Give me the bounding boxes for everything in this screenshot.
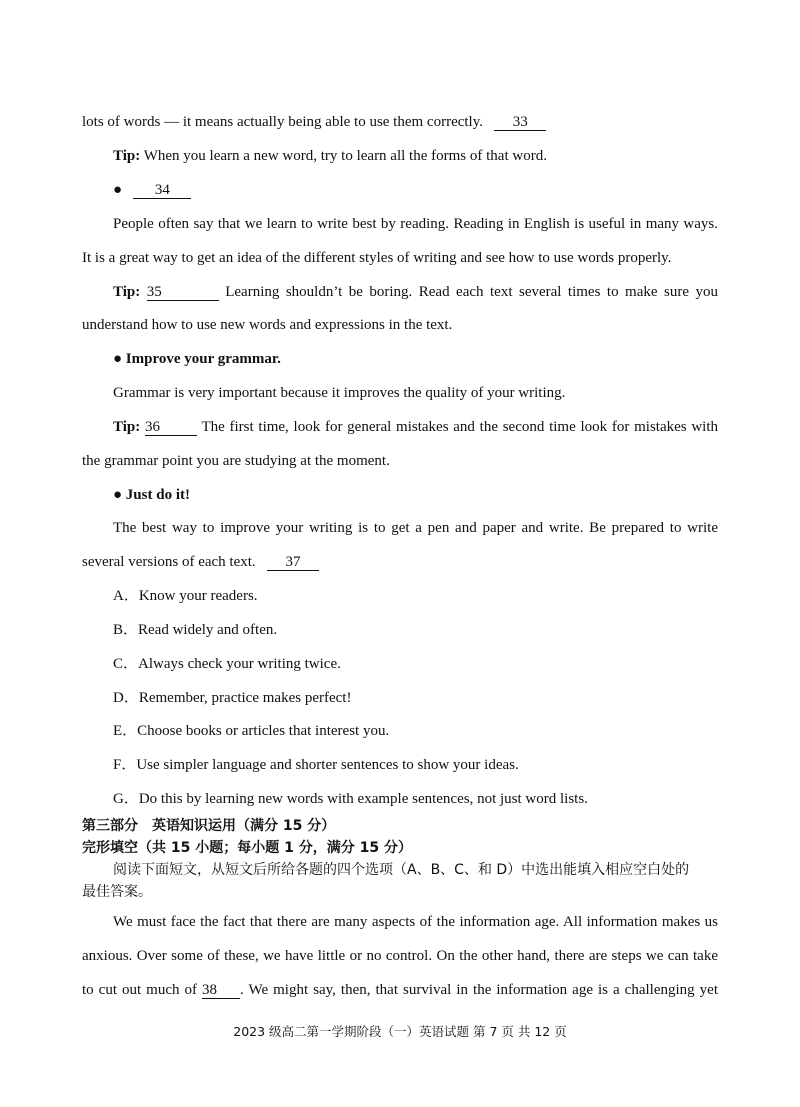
option-b: B．Read widely and often. [113,622,278,638]
option-f: F．Use simpler language and shorter sentences to show your ideas. [113,757,519,773]
option-d: D．Remember, practice makes perfect! [113,690,352,706]
bullet-blank-line [113,180,718,200]
blank-33[interactable]: 33 [494,114,546,131]
instruction-line: 最佳答案。 [82,884,152,900]
section-heading: ● Just do it! [113,487,190,503]
blank-35[interactable]: 35 [147,284,219,301]
section-title: 第三部分 英语知识运用（满分 15 分） [82,818,336,834]
option-c: C．Always check your writing twice. [113,656,341,672]
cloze-line: We must face the fact that there are many aspects of the information age. All information makes us [113,914,718,930]
blank-38[interactable]: 38 [202,982,240,999]
option-a: A．Know your readers. [113,588,258,604]
blank-34[interactable]: 34 [133,182,191,199]
passage-line: It is a great way to get an idea of the different styles of writing and see how to use words properly. [82,250,672,266]
blank-37[interactable]: 37 [267,554,319,571]
passage-line: several versions of each text. 37 [82,552,718,572]
cloze-line: anxious. Over some of these, we have little or no control. On the other hand, there are steps we can take [82,948,718,964]
passage-line: understand how to use new words and expressions in the text. [82,317,453,333]
instruction-line: 阅读下面短文，从短文后所给各题的四个选项（A、B、C、和 D）中选出能填入相应空白处的 [113,862,690,878]
tip-line: Tip: When you learn a new word, try to learn all the forms of that word. [113,148,547,164]
page-footer: 2023 级高二第一学期阶段（一）英语试题 第 7 页 共 12 页 [233,1024,567,1039]
passage-line: Grammar is very important because it improves the quality of your writing. [113,385,566,401]
passage-line: The best way to improve your writing is to get a pen and paper and write. Be prepared to write [113,520,718,536]
passage-line: the grammar point you are studying at the moment. [82,453,390,469]
blank-36[interactable]: 36 [145,419,197,436]
option-e: E．Choose books or articles that interest you. [113,723,390,739]
option-g: G．Do this by learning new words with example sentences, not just word lists. [113,791,588,807]
section-heading: ● Improve your grammar. [113,351,281,367]
tip-line: Tip: 35 Learning shouldn’t be boring. Read each text several times to make sure you [113,284,718,300]
cloze-title: 完形填空（共 15 小题；每小题 1 分，满分 15 分） [82,840,412,856]
cloze-line: to cut out much of 38 . We might say, then, that survival in the information age is a challenging yet [82,982,718,998]
passage-line: People often say that we learn to write best by reading. Reading in English is useful in many ways. [113,216,718,232]
passage-line: lots of words — it means actually being able to use them correctly. 33 [82,112,718,132]
bullet-icon: ● [113,182,123,198]
tip-line: Tip: 36 The first time, look for general mistakes and the second time look for mistakes with [113,419,718,435]
